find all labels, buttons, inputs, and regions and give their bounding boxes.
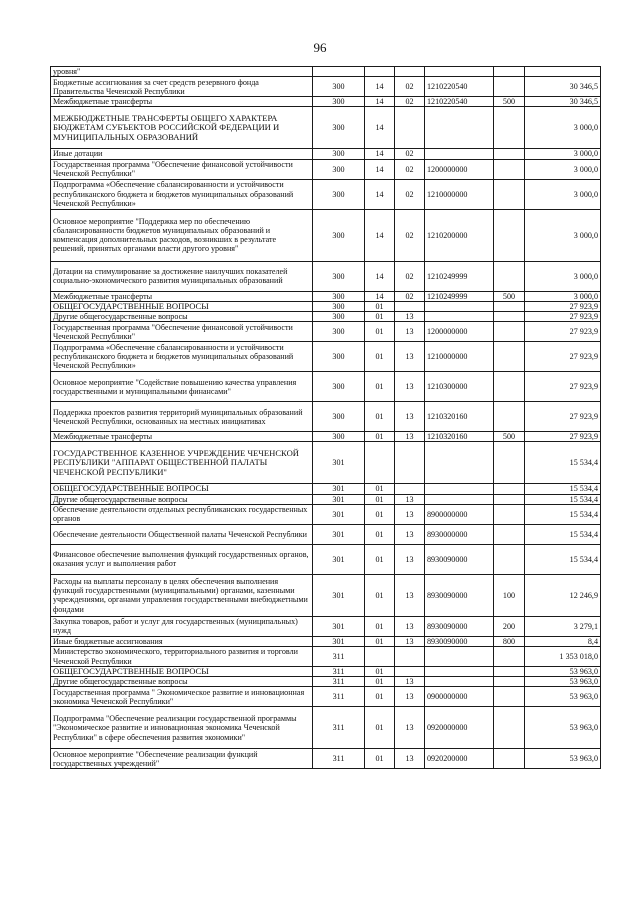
row-article-cell: 8930090000 bbox=[425, 544, 494, 574]
row-code-cell bbox=[313, 67, 365, 77]
row-amount-cell: 53 963,0 bbox=[525, 707, 601, 749]
row-name-cell: Межбюджетные трансферты bbox=[51, 291, 313, 301]
row-subsection-cell: 13 bbox=[395, 574, 425, 616]
row-expense-type-cell bbox=[494, 402, 525, 432]
row-subsection-cell: 13 bbox=[395, 749, 425, 769]
row-subsection-cell: 13 bbox=[395, 494, 425, 504]
row-amount-cell: 15 534,4 bbox=[525, 544, 601, 574]
row-code-cell: 311 bbox=[313, 677, 365, 687]
row-name-cell: Обеспечение деятельности отдельных республиканских государственных органов bbox=[51, 504, 313, 524]
row-article-cell: 1200000000 bbox=[425, 322, 494, 342]
row-amount-cell: 27 923,9 bbox=[525, 402, 601, 432]
row-section-cell: 01 bbox=[365, 524, 395, 544]
row-article-cell bbox=[425, 301, 494, 311]
row-amount-cell: 3 000,0 bbox=[525, 291, 601, 301]
table-row bbox=[51, 149, 601, 159]
row-code-cell: 300 bbox=[313, 402, 365, 432]
row-expense-type-cell bbox=[494, 261, 525, 291]
budget-table bbox=[50, 66, 601, 769]
row-article-cell: 1210249999 bbox=[425, 261, 494, 291]
row-section-cell: 14 bbox=[365, 209, 395, 261]
row-article-cell bbox=[425, 647, 494, 667]
row-amount-cell bbox=[525, 67, 601, 77]
row-expense-type-cell bbox=[494, 322, 525, 342]
row-article-cell: 1210220540 bbox=[425, 77, 494, 97]
table-row bbox=[51, 636, 601, 646]
row-article-cell: 1200000000 bbox=[425, 159, 494, 179]
table-row bbox=[51, 749, 601, 769]
table-row bbox=[51, 647, 601, 667]
table-row bbox=[51, 687, 601, 707]
row-amount-cell: 3 000,0 bbox=[525, 261, 601, 291]
row-amount-cell: 53 963,0 bbox=[525, 749, 601, 769]
row-name-cell: Иные бюджетные ассигнования bbox=[51, 636, 313, 646]
row-name-cell: Государственная программа "Обеспечение финансовой устойчивости Чеченской Республики" bbox=[51, 159, 313, 179]
row-article-cell: 0920000000 bbox=[425, 707, 494, 749]
page-number: 96 bbox=[313, 40, 327, 55]
row-expense-type-cell bbox=[494, 149, 525, 159]
row-article-cell bbox=[425, 494, 494, 504]
row-subsection-cell: 13 bbox=[395, 616, 425, 636]
table-row bbox=[51, 312, 601, 322]
row-amount-cell: 53 963,0 bbox=[525, 667, 601, 677]
row-amount-cell: 3 000,0 bbox=[525, 209, 601, 261]
row-expense-type-cell: 800 bbox=[494, 636, 525, 646]
row-subsection-cell bbox=[395, 67, 425, 77]
row-code-cell: 300 bbox=[313, 261, 365, 291]
row-expense-type-cell: 500 bbox=[494, 432, 525, 442]
row-name-cell: Иные дотации bbox=[51, 149, 313, 159]
row-subsection-cell: 02 bbox=[395, 149, 425, 159]
row-subsection-cell: 13 bbox=[395, 504, 425, 524]
table-row bbox=[51, 67, 601, 77]
row-code-cell: 311 bbox=[313, 687, 365, 707]
row-amount-cell: 12 246,9 bbox=[525, 574, 601, 616]
row-article-cell: 1210320160 bbox=[425, 432, 494, 442]
row-amount-cell: 15 534,4 bbox=[525, 484, 601, 494]
row-code-cell: 300 bbox=[313, 372, 365, 402]
row-expense-type-cell bbox=[494, 484, 525, 494]
row-subsection-cell: 13 bbox=[395, 372, 425, 402]
row-name-cell: Межбюджетные трансферты bbox=[51, 97, 313, 107]
row-expense-type-cell bbox=[494, 544, 525, 574]
row-code-cell: 300 bbox=[313, 179, 365, 209]
row-section-cell: 14 bbox=[365, 159, 395, 179]
row-article-cell bbox=[425, 677, 494, 687]
row-expense-type-cell bbox=[494, 107, 525, 149]
table-row bbox=[51, 494, 601, 504]
row-expense-type-cell bbox=[494, 372, 525, 402]
row-section-cell: 01 bbox=[365, 494, 395, 504]
row-section-cell: 01 bbox=[365, 574, 395, 616]
row-article-cell: 1210249999 bbox=[425, 291, 494, 301]
row-name-cell: Другие общегосударственные вопросы bbox=[51, 677, 313, 687]
row-amount-cell: 1 353 018,0 bbox=[525, 647, 601, 667]
row-name-cell: Дотации на стимулирование за достижение наилучших показателей социально-экономического развития муниципальных образований bbox=[51, 261, 313, 291]
row-article-cell: 8900000000 bbox=[425, 504, 494, 524]
row-expense-type-cell: 500 bbox=[494, 291, 525, 301]
row-article-cell bbox=[425, 312, 494, 322]
row-expense-type-cell bbox=[494, 494, 525, 504]
row-section-cell: 01 bbox=[365, 677, 395, 687]
row-subsection-cell: 13 bbox=[395, 312, 425, 322]
row-code-cell: 300 bbox=[313, 159, 365, 179]
row-amount-cell: 3 000,0 bbox=[525, 149, 601, 159]
row-subsection-cell: 13 bbox=[395, 432, 425, 442]
row-expense-type-cell bbox=[494, 312, 525, 322]
row-amount-cell: 27 923,9 bbox=[525, 432, 601, 442]
row-code-cell: 311 bbox=[313, 707, 365, 749]
row-subsection-cell bbox=[395, 667, 425, 677]
table-row bbox=[51, 432, 601, 442]
row-subsection-cell: 13 bbox=[395, 402, 425, 432]
row-expense-type-cell bbox=[494, 179, 525, 209]
table-row bbox=[51, 442, 601, 484]
row-amount-cell: 53 963,0 bbox=[525, 687, 601, 707]
table-row bbox=[51, 574, 601, 616]
row-code-cell: 300 bbox=[313, 432, 365, 442]
table-row bbox=[51, 301, 601, 311]
row-section-cell: 14 bbox=[365, 149, 395, 159]
row-amount-cell: 15 534,4 bbox=[525, 524, 601, 544]
row-amount-cell: 30 346,5 bbox=[525, 97, 601, 107]
row-amount-cell: 15 534,4 bbox=[525, 494, 601, 504]
row-subsection-cell: 02 bbox=[395, 77, 425, 97]
row-amount-cell: 15 534,4 bbox=[525, 504, 601, 524]
row-article-cell: 8930090000 bbox=[425, 636, 494, 646]
table-row bbox=[51, 107, 601, 149]
row-amount-cell: 27 923,9 bbox=[525, 312, 601, 322]
budget-table-body bbox=[51, 67, 601, 769]
table-row bbox=[51, 159, 601, 179]
row-expense-type-cell bbox=[494, 687, 525, 707]
row-amount-cell: 8,4 bbox=[525, 636, 601, 646]
row-expense-type-cell bbox=[494, 524, 525, 544]
table-row bbox=[51, 342, 601, 372]
row-subsection-cell: 13 bbox=[395, 687, 425, 707]
table-row bbox=[51, 616, 601, 636]
row-subsection-cell bbox=[395, 107, 425, 149]
row-code-cell: 301 bbox=[313, 616, 365, 636]
row-code-cell: 301 bbox=[313, 544, 365, 574]
row-subsection-cell: 13 bbox=[395, 707, 425, 749]
row-amount-cell: 27 923,9 bbox=[525, 372, 601, 402]
table-row bbox=[51, 322, 601, 342]
row-section-cell bbox=[365, 442, 395, 484]
table-row bbox=[51, 402, 601, 432]
table-row bbox=[51, 544, 601, 574]
row-expense-type-cell bbox=[494, 342, 525, 372]
row-name-cell: Подпрограмма «Обеспечение сбалансированности и устойчивости республиканского бюджета и бюджетов муниципальных образований Чеченской Республики» bbox=[51, 342, 313, 372]
table-row bbox=[51, 209, 601, 261]
row-section-cell: 01 bbox=[365, 687, 395, 707]
row-name-cell: Обеспечение деятельности Общественной палаты Чеченской Республики bbox=[51, 524, 313, 544]
row-expense-type-cell bbox=[494, 77, 525, 97]
row-name-cell: Подпрограмма «Обеспечение сбалансированности и устойчивости республиканского бюджета и бюджетов муниципальных образований Чеченской Республики» bbox=[51, 179, 313, 209]
row-article-cell: 1210220540 bbox=[425, 97, 494, 107]
row-code-cell: 300 bbox=[313, 107, 365, 149]
table-row bbox=[51, 504, 601, 524]
row-code-cell: 301 bbox=[313, 442, 365, 484]
row-amount-cell: 27 923,9 bbox=[525, 301, 601, 311]
row-amount-cell: 3 000,0 bbox=[525, 179, 601, 209]
row-expense-type-cell bbox=[494, 67, 525, 77]
row-subsection-cell: 02 bbox=[395, 209, 425, 261]
row-subsection-cell: 02 bbox=[395, 179, 425, 209]
row-expense-type-cell bbox=[494, 707, 525, 749]
row-section-cell: 14 bbox=[365, 77, 395, 97]
row-name-cell: Министерство экономического, территориального развития и торговли Чеченской Республики bbox=[51, 647, 313, 667]
row-article-cell: 1210000000 bbox=[425, 342, 494, 372]
row-name-cell: Расходы на выплаты персоналу в целях обеспечения выполнения функций государственными (муниципальными) органами, казенными учреждениями, органами управления государственными внебюджетными фондами bbox=[51, 574, 313, 616]
table-row bbox=[51, 667, 601, 677]
row-subsection-cell: 13 bbox=[395, 524, 425, 544]
row-expense-type-cell bbox=[494, 209, 525, 261]
row-section-cell: 01 bbox=[365, 749, 395, 769]
row-article-cell: 0900000000 bbox=[425, 687, 494, 707]
row-code-cell: 301 bbox=[313, 524, 365, 544]
row-section-cell: 01 bbox=[365, 667, 395, 677]
row-subsection-cell bbox=[395, 301, 425, 311]
row-section-cell: 01 bbox=[365, 484, 395, 494]
row-subsection-cell: 13 bbox=[395, 544, 425, 574]
row-expense-type-cell bbox=[494, 442, 525, 484]
table-row bbox=[51, 372, 601, 402]
row-code-cell: 300 bbox=[313, 312, 365, 322]
table-row bbox=[51, 179, 601, 209]
row-code-cell: 311 bbox=[313, 749, 365, 769]
row-amount-cell: 53 963,0 bbox=[525, 677, 601, 687]
row-section-cell: 14 bbox=[365, 179, 395, 209]
row-section-cell: 01 bbox=[365, 312, 395, 322]
row-subsection-cell: 13 bbox=[395, 677, 425, 687]
row-name-cell: Основное мероприятие "Обеспечение реализации функций государственных учреждений" bbox=[51, 749, 313, 769]
row-code-cell: 300 bbox=[313, 97, 365, 107]
row-expense-type-cell bbox=[494, 677, 525, 687]
row-section-cell: 01 bbox=[365, 402, 395, 432]
row-article-cell bbox=[425, 149, 494, 159]
row-expense-type-cell: 200 bbox=[494, 616, 525, 636]
row-subsection-cell: 02 bbox=[395, 159, 425, 179]
row-name-cell: ГОСУДАРСТВЕННОЕ КАЗЕННОЕ УЧРЕЖДЕНИЕ ЧЕЧЕНСКОЙ РЕСПУБЛИКИ "АППАРАТ ОБЩЕСТВЕННОЙ ПАЛАТЫ ЧЕЧЕНСКОЙ РЕСПУБЛИКИ" bbox=[51, 442, 313, 484]
row-code-cell: 300 bbox=[313, 149, 365, 159]
row-subsection-cell: 02 bbox=[395, 261, 425, 291]
row-code-cell: 300 bbox=[313, 209, 365, 261]
row-subsection-cell bbox=[395, 484, 425, 494]
row-amount-cell: 3 000,0 bbox=[525, 159, 601, 179]
row-subsection-cell: 13 bbox=[395, 636, 425, 646]
row-name-cell: ОБЩЕГОСУДАРСТВЕННЫЕ ВОПРОСЫ bbox=[51, 301, 313, 311]
row-subsection-cell: 02 bbox=[395, 97, 425, 107]
row-name-cell: ОБЩЕГОСУДАРСТВЕННЫЕ ВОПРОСЫ bbox=[51, 667, 313, 677]
table-row bbox=[51, 261, 601, 291]
row-section-cell: 01 bbox=[365, 301, 395, 311]
row-section-cell: 14 bbox=[365, 261, 395, 291]
table-row bbox=[51, 707, 601, 749]
row-code-cell: 300 bbox=[313, 301, 365, 311]
row-article-cell bbox=[425, 107, 494, 149]
row-section-cell bbox=[365, 67, 395, 77]
row-code-cell: 311 bbox=[313, 647, 365, 667]
row-amount-cell: 3 279,1 bbox=[525, 616, 601, 636]
row-code-cell: 301 bbox=[313, 504, 365, 524]
table-row bbox=[51, 484, 601, 494]
row-section-cell: 01 bbox=[365, 342, 395, 372]
row-code-cell: 301 bbox=[313, 574, 365, 616]
row-subsection-cell: 02 bbox=[395, 291, 425, 301]
row-expense-type-cell bbox=[494, 301, 525, 311]
row-section-cell: 01 bbox=[365, 616, 395, 636]
row-section-cell: 14 bbox=[365, 291, 395, 301]
row-name-cell: Другие общегосударственные вопросы bbox=[51, 312, 313, 322]
row-code-cell: 300 bbox=[313, 77, 365, 97]
row-section-cell: 01 bbox=[365, 322, 395, 342]
row-amount-cell: 3 000,0 bbox=[525, 107, 601, 149]
row-amount-cell: 30 346,5 bbox=[525, 77, 601, 97]
row-code-cell: 301 bbox=[313, 484, 365, 494]
row-expense-type-cell bbox=[494, 749, 525, 769]
row-section-cell: 01 bbox=[365, 432, 395, 442]
row-code-cell: 311 bbox=[313, 667, 365, 677]
row-section-cell: 01 bbox=[365, 504, 395, 524]
row-name-cell: ОБЩЕГОСУДАРСТВЕННЫЕ ВОПРОСЫ bbox=[51, 484, 313, 494]
row-article-cell: 1210200000 bbox=[425, 209, 494, 261]
row-expense-type-cell: 500 bbox=[494, 97, 525, 107]
row-amount-cell: 27 923,9 bbox=[525, 342, 601, 372]
row-name-cell: Межбюджетные трансферты bbox=[51, 432, 313, 442]
row-article-cell: 8930090000 bbox=[425, 616, 494, 636]
row-name-cell: Подпрограмма "Обеспечение реализации государственной программы "Экономическое развитие и инновационная экономика Чеченской Республики" в сфере обеспечения развития экономики" bbox=[51, 707, 313, 749]
row-section-cell: 01 bbox=[365, 544, 395, 574]
row-section-cell: 14 bbox=[365, 107, 395, 149]
row-expense-type-cell bbox=[494, 504, 525, 524]
row-amount-cell: 27 923,9 bbox=[525, 322, 601, 342]
table-row bbox=[51, 97, 601, 107]
row-section-cell bbox=[365, 647, 395, 667]
row-expense-type-cell: 100 bbox=[494, 574, 525, 616]
row-section-cell: 01 bbox=[365, 372, 395, 402]
row-name-cell: Финансовое обеспечение выполнения функций государственных органов, оказания услуг и выполнения работ bbox=[51, 544, 313, 574]
row-subsection-cell: 13 bbox=[395, 322, 425, 342]
row-code-cell: 300 bbox=[313, 322, 365, 342]
row-amount-cell: 15 534,4 bbox=[525, 442, 601, 484]
row-name-cell: Поддержка проектов развития территорий муниципальных образований Чеченской Республики, основанных на местных инициативах bbox=[51, 402, 313, 432]
table-row bbox=[51, 291, 601, 301]
row-article-cell bbox=[425, 67, 494, 77]
row-article-cell: 8930090000 bbox=[425, 574, 494, 616]
row-name-cell: Бюджетные ассигнования за счет средств резервного фонда Правительства Чеченской Республики bbox=[51, 77, 313, 97]
table-row bbox=[51, 524, 601, 544]
row-name-cell: Другие общегосударственные вопросы bbox=[51, 494, 313, 504]
row-name-cell: Закупка товаров, работ и услуг для государственных (муниципальных) нужд bbox=[51, 616, 313, 636]
row-article-cell bbox=[425, 484, 494, 494]
row-name-cell: Основное мероприятие "Поддержка мер по обеспечению сбалансированности бюджетов муниципальных образований и компенсация дополнительных расходов, возникших в результате решений, принятых органами власти другого уровня" bbox=[51, 209, 313, 261]
row-expense-type-cell bbox=[494, 159, 525, 179]
row-subsection-cell: 13 bbox=[395, 342, 425, 372]
row-article-cell: 1210300000 bbox=[425, 372, 494, 402]
row-section-cell: 01 bbox=[365, 636, 395, 646]
row-code-cell: 301 bbox=[313, 636, 365, 646]
row-article-cell bbox=[425, 442, 494, 484]
table-row bbox=[51, 77, 601, 97]
row-subsection-cell bbox=[395, 442, 425, 484]
row-name-cell: МЕЖБЮДЖЕТНЫЕ ТРАНСФЕРТЫ ОБЩЕГО ХАРАКТЕРА БЮДЖЕТАМ СУБЪЕКТОВ РОССИЙСКОЙ ФЕДЕРАЦИИ И МУНИЦИПАЛЬНЫХ ОБРАЗОВАНИЙ bbox=[51, 107, 313, 149]
row-code-cell: 300 bbox=[313, 291, 365, 301]
row-name-cell: Государственная программа " Экономическое развитие и инновационная экономика Чеченской Республики" bbox=[51, 687, 313, 707]
row-section-cell: 14 bbox=[365, 97, 395, 107]
row-code-cell: 301 bbox=[313, 494, 365, 504]
row-section-cell: 01 bbox=[365, 707, 395, 749]
row-code-cell: 300 bbox=[313, 342, 365, 372]
row-article-cell: 1210000000 bbox=[425, 179, 494, 209]
table-row bbox=[51, 677, 601, 687]
row-article-cell: 8930000000 bbox=[425, 524, 494, 544]
row-article-cell: 1210320160 bbox=[425, 402, 494, 432]
row-subsection-cell bbox=[395, 647, 425, 667]
row-name-cell: уровня" bbox=[51, 67, 313, 77]
row-name-cell: Основное мероприятие "Содействие повышению качества управления государственными и муниципальными финансами" bbox=[51, 372, 313, 402]
row-name-cell: Государственная программа "Обеспечение финансовой устойчивости Чеченской Республики" bbox=[51, 322, 313, 342]
row-expense-type-cell bbox=[494, 647, 525, 667]
row-expense-type-cell bbox=[494, 667, 525, 677]
row-article-cell bbox=[425, 667, 494, 677]
row-article-cell: 0920200000 bbox=[425, 749, 494, 769]
